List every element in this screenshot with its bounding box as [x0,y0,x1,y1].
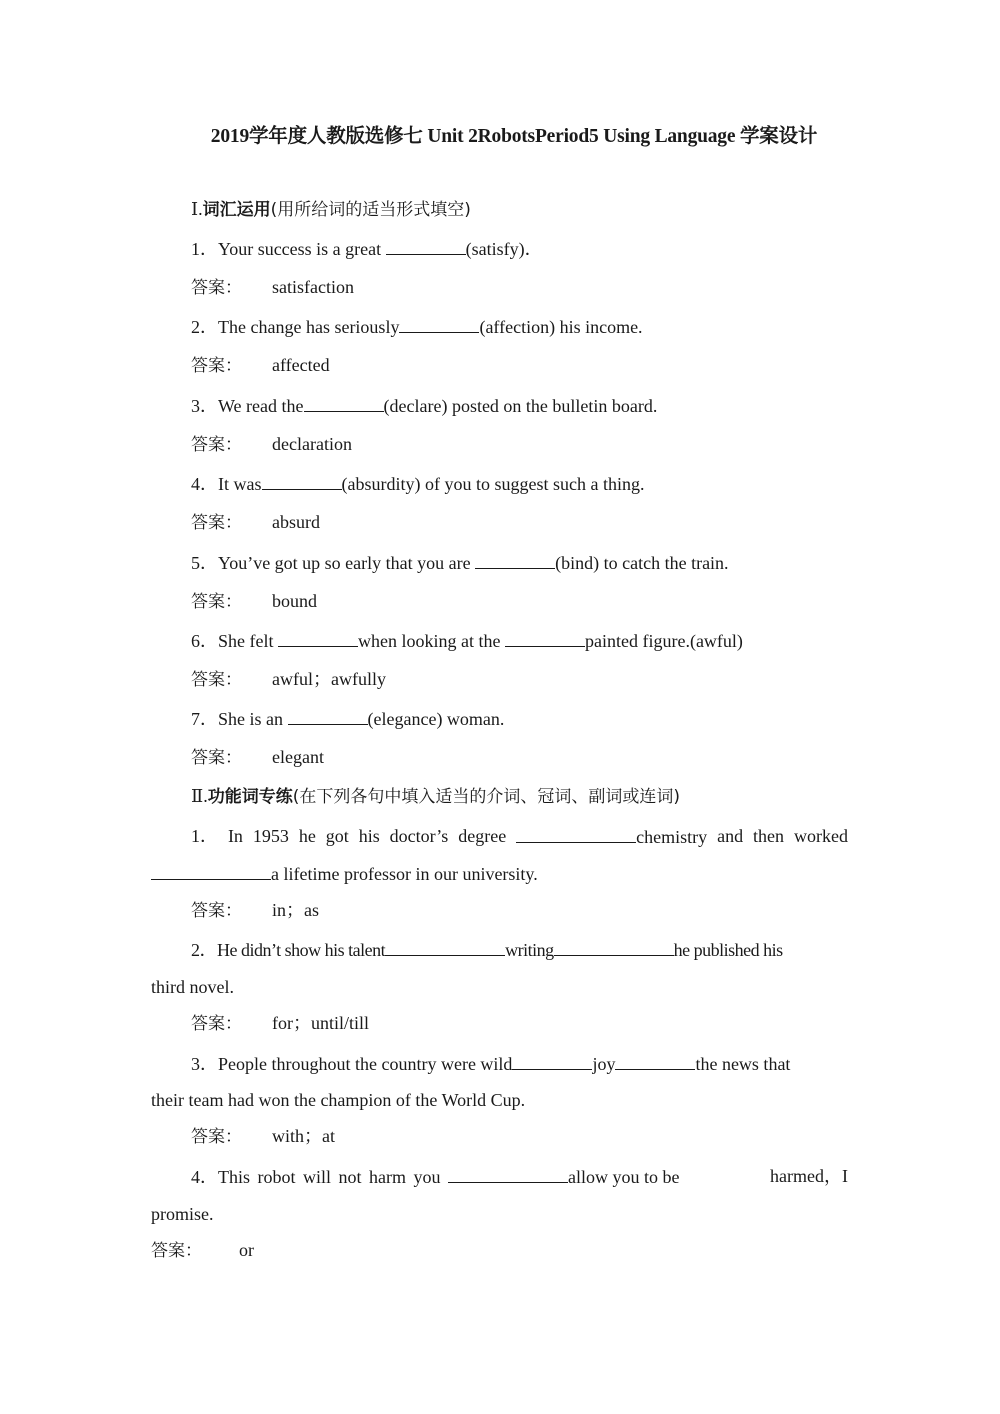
answer-blank[interactable] [554,937,674,956]
answer-label: 答案： [191,1014,242,1034]
s2-question-1-cont [151,861,538,886]
question-text: when looking at the [358,631,505,651]
answer-label: 答案： [191,592,242,612]
question-text: allow you to be [567,1167,680,1187]
answer-blank[interactable] [262,471,342,490]
answer-text: awful；awfully [272,669,386,689]
section-2-title: 功能词专练 [207,787,293,807]
answer-label: 答案： [191,278,242,298]
question-text: their team had won the champion of the World Cup. [151,1090,526,1110]
answer-label: 答案： [191,1127,242,1147]
word: degree [458,826,507,846]
section-1-heading [191,197,471,222]
answer-label: 答案： [191,670,242,690]
question-number: 3． [191,1054,218,1074]
answer-blank[interactable] [304,393,384,412]
s1-answer-5 [191,589,317,614]
answer-blank[interactable] [505,628,585,647]
s2-answer-4 [151,1238,254,1263]
question-text: People throughout the country were wild [218,1054,513,1074]
question-text: third novel. [151,977,234,997]
question-text: She felt [218,631,278,651]
answer-label: 答案： [151,1241,202,1261]
answer-text: bound [272,591,317,611]
answer-label: 答案： [191,748,242,768]
segment [191,1164,679,1189]
question-text: writing [505,940,554,960]
question-number: 2． [191,317,218,337]
word: got [325,826,349,846]
question-text: joy [592,1054,616,1074]
answer-blank[interactable] [278,628,358,647]
answer-label: 答案： [191,356,242,376]
question-text: (declare) posted on the bulletin board. [383,396,658,416]
document-title: 2019学年度人教版选修七 Unit 2RobotsPeriod5 Using Language 学案设计 [210,126,818,147]
question-text: This robot will not harm you [218,1167,448,1187]
answer-label: 答案： [191,513,242,533]
question-text: promise. [151,1204,214,1224]
question-number: 7． [191,709,218,729]
s2-question-4-cont [151,1202,214,1226]
question-text: (bind) to catch the train. [555,553,729,573]
s1-question-6 [191,628,743,653]
word: his [358,826,380,846]
answer-text: for；until/till [272,1013,369,1033]
s1-question-4 [191,471,644,496]
section-2-numeral: Ⅱ. [191,786,208,806]
question-text: he published his [673,940,783,960]
question-text: (satisfy)． [465,239,543,259]
s1-answer-6 [191,667,386,692]
question-number: 1． [191,239,218,259]
answer-text: absurd [272,512,320,532]
section-1-numeral: Ⅰ. [191,199,203,219]
s1-question-7 [191,706,504,731]
question-text: painted figure.(awful) [584,631,743,651]
answer-text: satisfaction [272,277,354,297]
word: worked [793,826,848,846]
s1-answer-4 [191,510,320,535]
question-text: (affection) his income. [479,317,643,337]
answer-blank[interactable] [399,314,479,333]
question-number: 4． [191,1167,218,1187]
question-text: The change has seriously [218,317,400,337]
s1-question-1 [191,236,543,261]
question-number: 1． [191,826,218,846]
question-text: (elegance) woman. [367,709,505,729]
answer-text: declaration [272,434,352,454]
word: chemistry [636,827,708,847]
s2-answer-3 [191,1124,335,1149]
answer-blank[interactable] [512,1051,592,1070]
question-text: (absurdity) of you to suggest such a thing. [341,474,645,494]
question-text: We read the [218,396,304,416]
question-text: She is an [218,709,288,729]
question-number: 4． [191,474,218,494]
s1-question-3 [191,393,657,418]
question-text: the news that [695,1054,791,1074]
s2-answer-1 [191,898,319,923]
answer-label: 答案： [191,901,242,921]
answer-blank[interactable] [475,550,555,569]
answer-text: affected [272,355,330,375]
question-text: harmed，I [770,1166,848,1186]
question-text: He didn’t show his talent [217,940,386,960]
answer-blank[interactable] [448,1164,568,1183]
question-text: You’ve got up so early that you are [218,553,476,573]
question-number: 2． [191,940,217,960]
word: 1953 [252,826,289,846]
section-2-instruction: (在下列各句中填入适当的介词、冠词、副词或连词) [292,787,680,807]
blank-group [516,824,707,849]
s2-answer-2 [191,1011,369,1036]
answer-blank[interactable] [151,861,271,880]
word: doctor’s [389,826,449,846]
s2-question-2-cont [151,975,234,999]
section-1-instruction: (用所给词的适当形式填空) [270,200,471,220]
s1-question-5 [191,550,729,575]
answer-text: in；as [272,900,319,920]
s1-answer-2 [191,353,330,378]
s1-answer-7 [191,745,324,770]
word: and [717,826,744,846]
s2-question-2 [191,937,783,962]
s2-question-3 [191,1051,790,1076]
answer-blank[interactable] [386,236,466,255]
s2-question-3-cont [151,1088,525,1112]
answer-blank[interactable] [615,1051,695,1070]
answer-blank[interactable] [288,706,368,725]
word: he [298,826,316,846]
answer-label: 答案： [191,435,242,455]
question-text: Your success is a great [218,239,386,259]
s1-answer-1 [191,275,354,300]
word: then [753,826,785,846]
s2-question-4 [191,1164,848,1189]
word: In [227,826,243,846]
question-text: a lifetime professor in our university. [271,864,538,884]
question-number: 5． [191,553,218,573]
section-1-title: 词汇运用 [202,200,271,220]
s2-question-1 [191,824,848,849]
answer-blank[interactable] [516,824,636,843]
s1-question-2 [191,314,643,339]
s1-answer-3 [191,432,352,457]
answer-blank[interactable] [385,937,505,956]
answer-text: or [239,1240,254,1260]
question-number: 6． [191,631,218,651]
question-number: 3． [191,396,218,416]
answer-text: with；at [272,1126,335,1146]
question-text: It was [218,474,262,494]
answer-text: elegant [272,747,324,767]
section-2-heading [191,784,680,809]
